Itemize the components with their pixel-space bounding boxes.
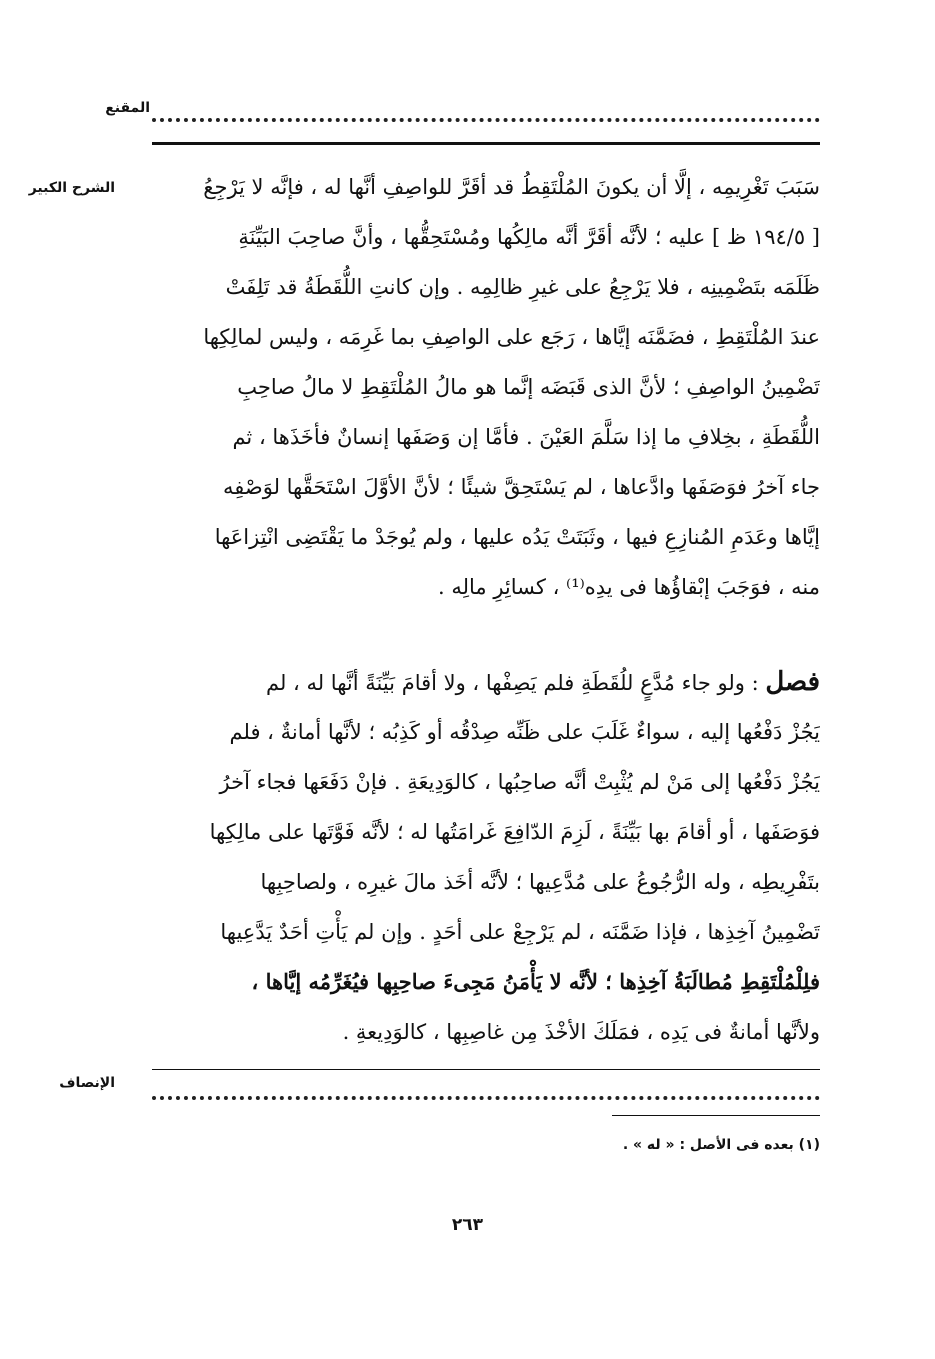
fasl-line: فوَصَفَها ، أو أقامَ بها بَيِّنَةً ، لَزِمَ الدّافِعَ غَرامَتُها له ؛ لأنَّه فَوَّتَها على مالِكِها (209, 820, 820, 844)
insaf-rule (152, 1069, 820, 1070)
sharh-line: ظَلَمَه بتَضْمِينِه ، فلا يَرْجِعُ على غيرِ ظالِمِه . وإن كانتِ اللُّقَطَةُ قد تَلِفَتْ (225, 275, 820, 299)
fasl-line: يَجُزْ دَفْعُها إليه ، سواءٌ غَلَبَ على ظَنِّه صِدْقُه أو كَذِبُه ؛ لأنَّها أمانةٌ ، فلم (229, 720, 820, 744)
sharh-line: سَبَبَ تَغْرِيمِه ، إلَّا أن يكونَ المُلْتَقِطُ قد أقَرَّ للواصِفِ أنَّها له ، فإنَّه لا يَرْجِعُ (203, 175, 820, 199)
fasl-line: ولأنَّها أمانةٌ فى يَدِه ، فمَلَكَ الأخْذَ مِن غاصِبِها ، كالوَدِيعةِ . (342, 1020, 820, 1044)
sharh-line: منه ، فوَجَبَ إبْقاؤُها فى يدِه⁽¹⁾ ، كسائِرِ مالِه . (438, 575, 820, 599)
sharh-line: عندَ المُلْتَقِطِ ، فضَمَّنَه إيَّاها ، رَجَع على الواصِفِ بما غَرِمَه ، وليس لمالِكِها (203, 325, 820, 349)
footnote: (١) بعده فى الأصل : « له » . (622, 1137, 820, 1153)
muqni-dotted-line (152, 106, 820, 122)
page-number: ٢٦٣ (451, 1215, 484, 1235)
sharh-line: اللُّقَطَةِ ، بخِلافِ ما إذا سَلَّمَ العَيْنَ . فأمَّا إن وَصَفَها إنسانٌ فأخَذَها ، ثم (232, 425, 820, 449)
muqni-label: المقنع (105, 100, 150, 116)
sharh-label: الشرح الكبير (28, 180, 115, 196)
fasl-bold-line: فلِلْمُلْتَقِطِ مُطالَبَةُ آخِذِها ؛ لأنَّه لا يَأْمَنُ مَجِىءَ صاحِبِها فيُغَرِّمُه إيَّاها ، (251, 969, 820, 994)
fasl-heading: فصل (765, 667, 820, 697)
fasl-text (150, 657, 820, 1057)
sharh-text (150, 162, 820, 612)
fasl-line: تَضْمِينُ آخِذِها ، فإذا ضَمَّنَه ، لم يَرْجِعْ على أحَدٍ . وإن لم يَأْتِ أحَدٌ يَدَّعِيها (220, 920, 820, 944)
fasl-first-line-text: : ولو جاء مُدَّعٍ للُقَطَةِ فلم يَصِفْها ، ولا أقامَ بَيِّنَةً أنَّها له ، لم (265, 671, 759, 695)
fasl-first-line (150, 657, 820, 707)
footnote-rule (612, 1115, 820, 1116)
insaf-dotted-line (152, 1084, 820, 1100)
sharh-line: [ ١٩٤/٥ ظ ] عليه ؛ لأنَّه أقَرَّ أنَّه مالِكُها ومُسْتَحِقُّها ، وأنَّ صاحِبَ البَيِّنَةِ (238, 225, 820, 249)
sharh-line: تَضْمِينُ الواصِفِ ؛ لأنَّ الذى قَبَضَه إنَّما هو مالُ المُلْتَقِطِ لا مالُ صاحِبِ (237, 375, 820, 399)
fasl-line: يَجُزْ دَفْعُها إلى مَنْ لم يُثْبِتْ أنَّه صاحِبُها ، كالوَدِيعَةِ . فإنْ دَفَعَها فجاء آخرُ (219, 770, 820, 794)
header-rule (152, 142, 820, 145)
sharh-line: جاء آخرُ فوَصَفَها وادَّعاها ، لم يَسْتَحِقَّ شيئًا ؛ لأنَّ الأوَّلَ اسْتَحَقَّها لوَصْفِه (223, 475, 820, 499)
insaf-label: الإنصاف (59, 1075, 115, 1091)
fasl-line: بتَفْرِيطِه ، وله الرُّجُوعُ على مُدَّعِيها ؛ لأنَّه أخَذ مالَ غيرِه ، ولصاحِبِها (260, 870, 820, 894)
sharh-line: إيَّاها وعَدَمِ المُنازِعِ فيها ، وثَبَتَتْ يَدُه عليها ، ولم يُوجَدْ ما يَقْتَضِى انْتِزاعَها (214, 525, 820, 549)
